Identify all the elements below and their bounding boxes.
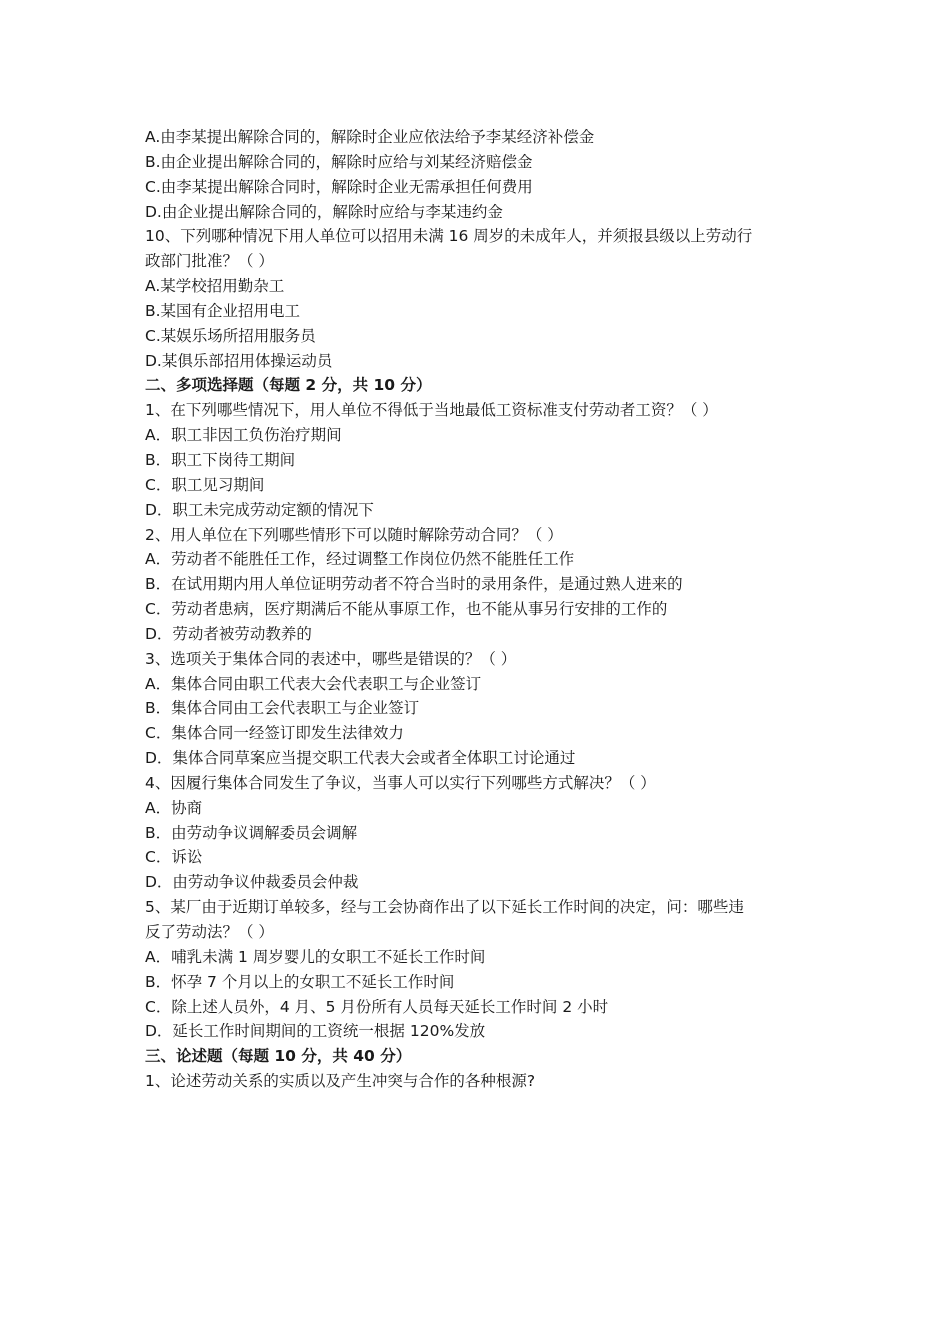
s2-q5-option-d: D．延长工作时间期间的工资统一根据 120%发放 xyxy=(145,1022,486,1041)
s2-q4-option-d: D．由劳动争议仲裁委员会仲裁 xyxy=(145,873,359,892)
s2-q5-option-a: A．哺乳未满 1 周岁婴儿的女职工不延长工作时间 xyxy=(145,947,486,966)
q10-option-b: B.某国有企业招用电工 xyxy=(145,301,301,320)
q10-stem-line1: 10、下列哪种情况下用人单位可以招用未满 16 周岁的未成年人，并须报县级以上劳动行 xyxy=(145,227,753,246)
section3-heading: 三、论述题（每题 10 分，共 40 分） xyxy=(145,1047,412,1066)
s2-q2-option-d: D．劳动者被劳动教养的 xyxy=(145,624,312,643)
s2-q5-stem-line2: 反了劳动法？（ ） xyxy=(145,923,274,941)
s2-q3-option-c: C．集体合同一经签订即发生法律效力 xyxy=(145,724,404,743)
q9-option-a: A.由李某提出解除合同的，解除时企业应依法给予李某经济补偿金 xyxy=(145,128,595,146)
s2-q4-option-c: C．诉讼 xyxy=(145,848,203,867)
s2-q2-option-c: C．劳动者患病，医疗期满后不能从事原工作，也不能从事另行安排的工作的 xyxy=(145,600,668,619)
q10-option-a: A.某学校招用勤杂工 xyxy=(145,277,285,296)
s2-q5-stem-line1: 5、某厂由于近期订单较多，经与工会协商作出了以下延长工作时间的决定，问：哪些违 xyxy=(145,898,744,917)
s2-q2-option-b: B．在试用期内用人单位证明劳动者不符合当时的录用条件，是通过熟人进来的 xyxy=(145,575,683,594)
q9-option-b: B.由企业提出解除合同的，解除时应给与刘某经济赔偿金 xyxy=(145,152,533,171)
s2-q2-stem: 2、用人单位在下列哪些情形下可以随时解除劳动合同？（ ） xyxy=(145,525,563,544)
s2-q1-option-a: A．职工非因工负伤治疗期间 xyxy=(145,426,342,445)
s2-q3-stem: 3、选项关于集体合同的表述中，哪些是错误的？（ ） xyxy=(145,649,517,668)
q10-option-c: C.某娱乐场所招用服务员 xyxy=(145,326,316,345)
document-page xyxy=(145,125,805,1094)
s2-q3-option-a: A．集体合同由职工代表大会代表职工与企业签订 xyxy=(145,674,482,693)
s2-q5-option-c: C．除上述人员外，4 月、5 月份所有人员每天延长工作时间 2 小时 xyxy=(145,997,609,1016)
q10-option-d: D.某俱乐部招用体操运动员 xyxy=(145,351,333,370)
s2-q4-stem: 4、因履行集体合同发生了争议，当事人可以实行下列哪些方式解决？（ ） xyxy=(145,773,656,792)
q10-stem-line2: 政部门批准？（ ） xyxy=(145,252,274,271)
q9-option-d: D.由企业提出解除合同的，解除时应给与李某违约金 xyxy=(145,202,503,221)
s2-q4-option-a: A．协商 xyxy=(145,798,203,817)
s2-q1-option-c: C．职工见习期间 xyxy=(145,475,265,494)
s2-q1-option-d: D．职工未完成劳动定额的情况下 xyxy=(145,500,374,519)
s2-q3-option-b: B．集体合同由工会代表职工与企业签订 xyxy=(145,699,420,718)
s2-q1-option-b: B．职工下岗待工期间 xyxy=(145,450,296,469)
s2-q1-stem: 1、在下列哪些情况下，用人单位不得低于当地最低工资标准支付劳动者工资？（ ） xyxy=(145,401,718,420)
section2-heading: 二、多项选择题（每题 2 分，共 10 分） xyxy=(145,376,432,395)
q9-option-c: C.由李某提出解除合同时，解除时企业无需承担任何费用 xyxy=(145,177,533,196)
s2-q4-option-b: B．由劳动争议调解委员会调解 xyxy=(145,823,358,842)
s3-q1-stem: 1、论述劳动关系的实质以及产生冲突与合作的各种根源? xyxy=(145,1072,536,1091)
s2-q3-option-d: D．集体合同草案应当提交职工代表大会或者全体职工讨论通过 xyxy=(145,749,576,768)
s2-q5-option-b: B．怀孕 7 个月以上的女职工不延长工作时间 xyxy=(145,972,455,991)
s2-q2-option-a: A．劳动者不能胜任工作，经过调整工作岗位仍然不能胜任工作 xyxy=(145,550,575,569)
